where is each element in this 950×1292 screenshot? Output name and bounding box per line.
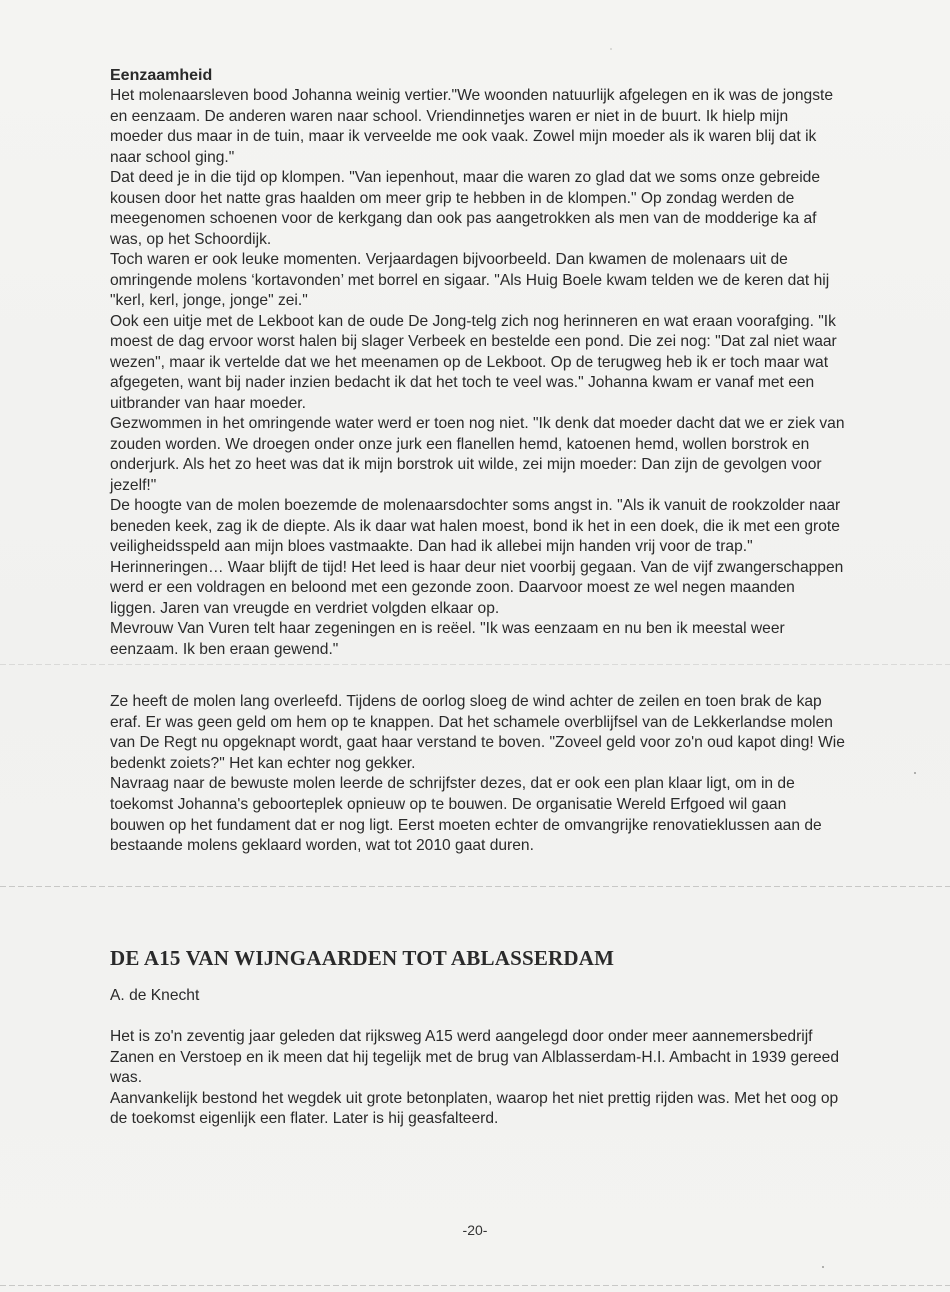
paragraph: Dat deed je in die tijd op klompen. "Van iepenhout, maar die waren zo glad dat we soms onze gebreide kousen door het natte gras haalden om meer grip te hebben in de klompen." Op zondag werden de meegenomen schoenen voor de kerkgang dan ook pas aangetrokken als men van de modderige ka af was, op het Schoordijk. <box>110 169 821 248</box>
paragraph: Het is zo'n zeventig jaar geleden dat rijksweg A15 werd aangelegd door onder meer aannemersbedrijf Zanen en Verstoep en ik meen dat hij tegelijk met de brug van Alblasserdam-H.I. Ambacht in 1939 gereed was. <box>110 1028 840 1086</box>
paragraph: Mevrouw Van Vuren telt haar zegeningen en is reëel. "Ik was eenzaam en nu ben ik meestal weer eenzaam. Ik ben eraan gewend." <box>110 620 785 658</box>
paper-speck <box>610 48 612 50</box>
section-heading: Eenzaamheid <box>110 67 213 84</box>
paragraph: Navraag naar de bewuste molen leerde de schrijfster dezes, dat er ook een plan klaar ligt, om in de toekomst Johanna's geboorteplek opnieuw op te bouwen. De organisatie Wereld Erfgoed wil gaan bouwen op het fundament dat er nog ligt. Eerst moeten echter de omvangrijke renovatieklussen aan de bestaande molens geklaard worden, wat tot 2010 gaat duren. <box>110 775 822 855</box>
paragraph: Aanvankelijk bestond het wegdek uit grote betonplaten, waarop het niet prettig rijden was. Met het oog op de toekomst eigenlijk een flater. Later is hij geasfalteerd. <box>110 1089 839 1127</box>
paragraph: Ook een uitje met de Lekboot kan de oude De Jong-telg zich nog herinneren en wat eraan voorafging. "Ik moest de dag ervoor worst halen bij slager Verbeek en bestelde een pond. Die zei nog: "Dat zal niet waar wezen", maar ik vertelde dat we het meenamen op de Lekboot. Op de terugweg heb ik er toch maar wat afgegeten, want bij nader inzien bedacht ik dat het toch te veel was." Johanna kwam er vanaf met een uitbrander van haar moeder. <box>110 312 837 412</box>
article-body <box>110 1027 845 1130</box>
paper-speck <box>822 1266 824 1268</box>
section-body <box>110 86 845 660</box>
paragraph: De hoogte van de molen boezemde de molenaarsdochter soms angst in. "Als ik vanuit de rookzolder naar beneden keek, zag ik de diepte. Als ik daar wat halen moest, bond ik het in een doek, die ik met een grote veiligheidsspeld aan mijn bloes vastmaakte. Dan had ik allebei mijn handen vrij voor de trap." <box>110 497 841 555</box>
page-number: -20- <box>462 1222 488 1238</box>
paper-speck <box>914 772 916 774</box>
paragraph: Het molenaarsleven bood Johanna weinig vertier."We woonden natuurlijk afgelegen en ik was de jongste en eenzaam. De anderen waren naar school. Vriendinnetjes waren er niet in de buurt. Ik hielp mijn moeder dus maar in de tuin, maar ik verveelde me ook vaak. Zowel mijn moeder als ik waren blij dat ik naar school ging." <box>110 87 834 166</box>
section-eenzaamheid <box>110 66 845 660</box>
separator-line <box>0 886 950 887</box>
article-author: A. de Knecht <box>110 987 200 1004</box>
paragraph: Herinneringen… Waar blijft de tijd! Het leed is haar deur niet voorbij gegaan. Van de vijf zwangerschappen werd er een voldragen en beloond met een gezonde zoon. Daarvoor moest ze wel negen maanden liggen. Jaren van vreugde en verdriet volgden elkaar op. <box>110 558 844 617</box>
bottom-fold-line <box>0 1285 950 1286</box>
paragraph: Ze heeft de molen lang overleefd. Tijdens de oorlog sloeg de wind achter de zeilen en toen brak de kap eraf. Er was geen geld om hem op te knappen. Dat het schamele overblijfsel van de Lekkerlandse molen van De Regt nu opgeknapt wordt, gaat haar verstand te boven. "Zoveel geld voor zo'n oud kapot ding! Wie bedenkt zoiets?" Het kan echter nog gekker. <box>110 693 845 772</box>
article-a15 <box>110 944 845 1130</box>
article-title: DE A15 VAN WIJNGAARDEN TOT ABLASSERDAM <box>110 946 615 970</box>
fold-line <box>0 664 950 665</box>
paragraph: Gezwommen in het omringende water werd er toen nog niet. "Ik denk dat moeder dacht dat we er ziek van zouden worden. We droegen onder onze jurk een flanellen hemd, katoenen hemd, wollen borstrok en onderjurk. Als het zo heet was dat ik mijn borstrok uit wilde, zei mijn moeder: Dan zijn de gevolgen voor jezelf!" <box>110 415 845 494</box>
paragraph: Toch waren er ook leuke momenten. Verjaardagen bijvoorbeeld. Dan kwamen de molenaars uit de omringende molens ‘kortavonden’ met borrel en sigaar. "Als Huig Boele kwam telden we de keren dat hij "kerl, kerl, jonge, jonge" zei." <box>110 251 830 309</box>
section-molen <box>110 692 845 857</box>
